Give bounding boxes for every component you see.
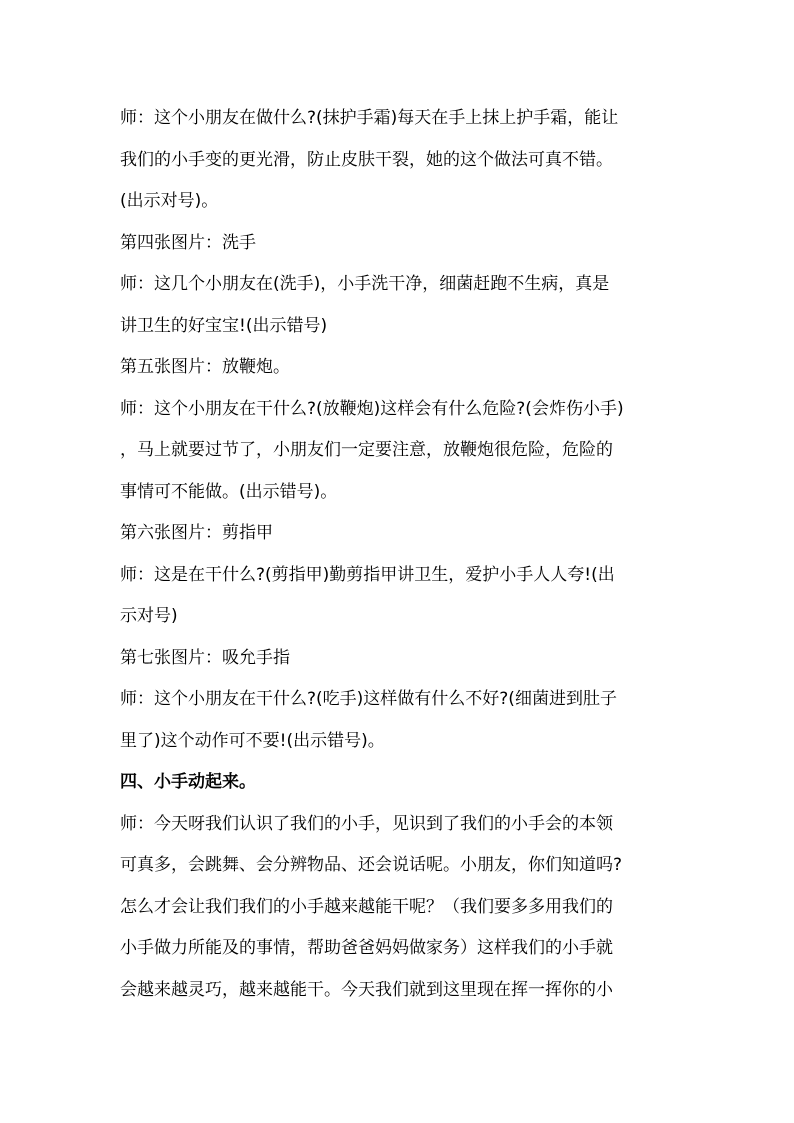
text-line: 师：这个小朋友在干什么?(放鞭炮)这样会有什么危险?(会炸伤小手)	[120, 398, 624, 419]
text-line: 讲卫生的好宝宝!(出示错号)	[120, 315, 328, 336]
text-line: 可真多，会跳舞、会分辨物品、还会说话呢。小朋友，你们知道吗?	[120, 855, 623, 875]
text-line: ，马上就要过节了，小朋友们一定要注意，放鞭炮很危险，危险的	[120, 440, 613, 460]
section-heading: 四、小手动起来。	[120, 772, 256, 792]
text-line: 事情可不能做。(出示错号)。	[120, 481, 338, 502]
text-line: 师：今天呀我们认识了我们的小手，见识到了我们的小手会的本领	[120, 813, 613, 834]
text-line: 师：这是在干什么?(剪指甲)勤剪指甲讲卫生，爱护小手人人夸!(出	[120, 564, 615, 585]
text-line: 我们的小手变的更光滑，防止皮肤干裂，她的这个做法可真不错。	[120, 149, 613, 170]
text-line: 小手做力所能及的事情，帮助爸爸妈妈做家务）这样我们的小手就	[120, 938, 613, 958]
text-line: 师：这个小朋友在做什么?(抹护手霜)每天在手上抹上护手霜，能让	[120, 108, 619, 128]
text-line: 师：这几个小朋友在(洗手)，小手洗干净，细菌赶跑不生病，真是	[120, 274, 610, 294]
text-line: 里了)这个动作可不要!(出示错号)。	[120, 730, 385, 751]
text-line: 第七张图片：吸允手指	[120, 647, 290, 668]
text-line: (出示对号)。	[120, 191, 219, 211]
text-line: 示对号)	[120, 606, 178, 626]
text-line: 第六张图片：剪指甲	[120, 523, 273, 543]
text-line: 师：这个小朋友在干什么?(吃手)这样做有什么不好?(细菌进到肚子	[120, 689, 617, 709]
text-line: 怎么才会让我们我们的小手越来越能干呢？（我们要多多用我们的	[120, 896, 613, 917]
text-line: 第四张图片：洗手	[120, 232, 256, 253]
text-line: 第五张图片：放鞭炮。	[120, 357, 290, 377]
document-body	[120, 98, 680, 1011]
text-line: 会越来越灵巧，越来越能干。今天我们就到这里现在挥一挥你的小	[120, 979, 613, 1000]
